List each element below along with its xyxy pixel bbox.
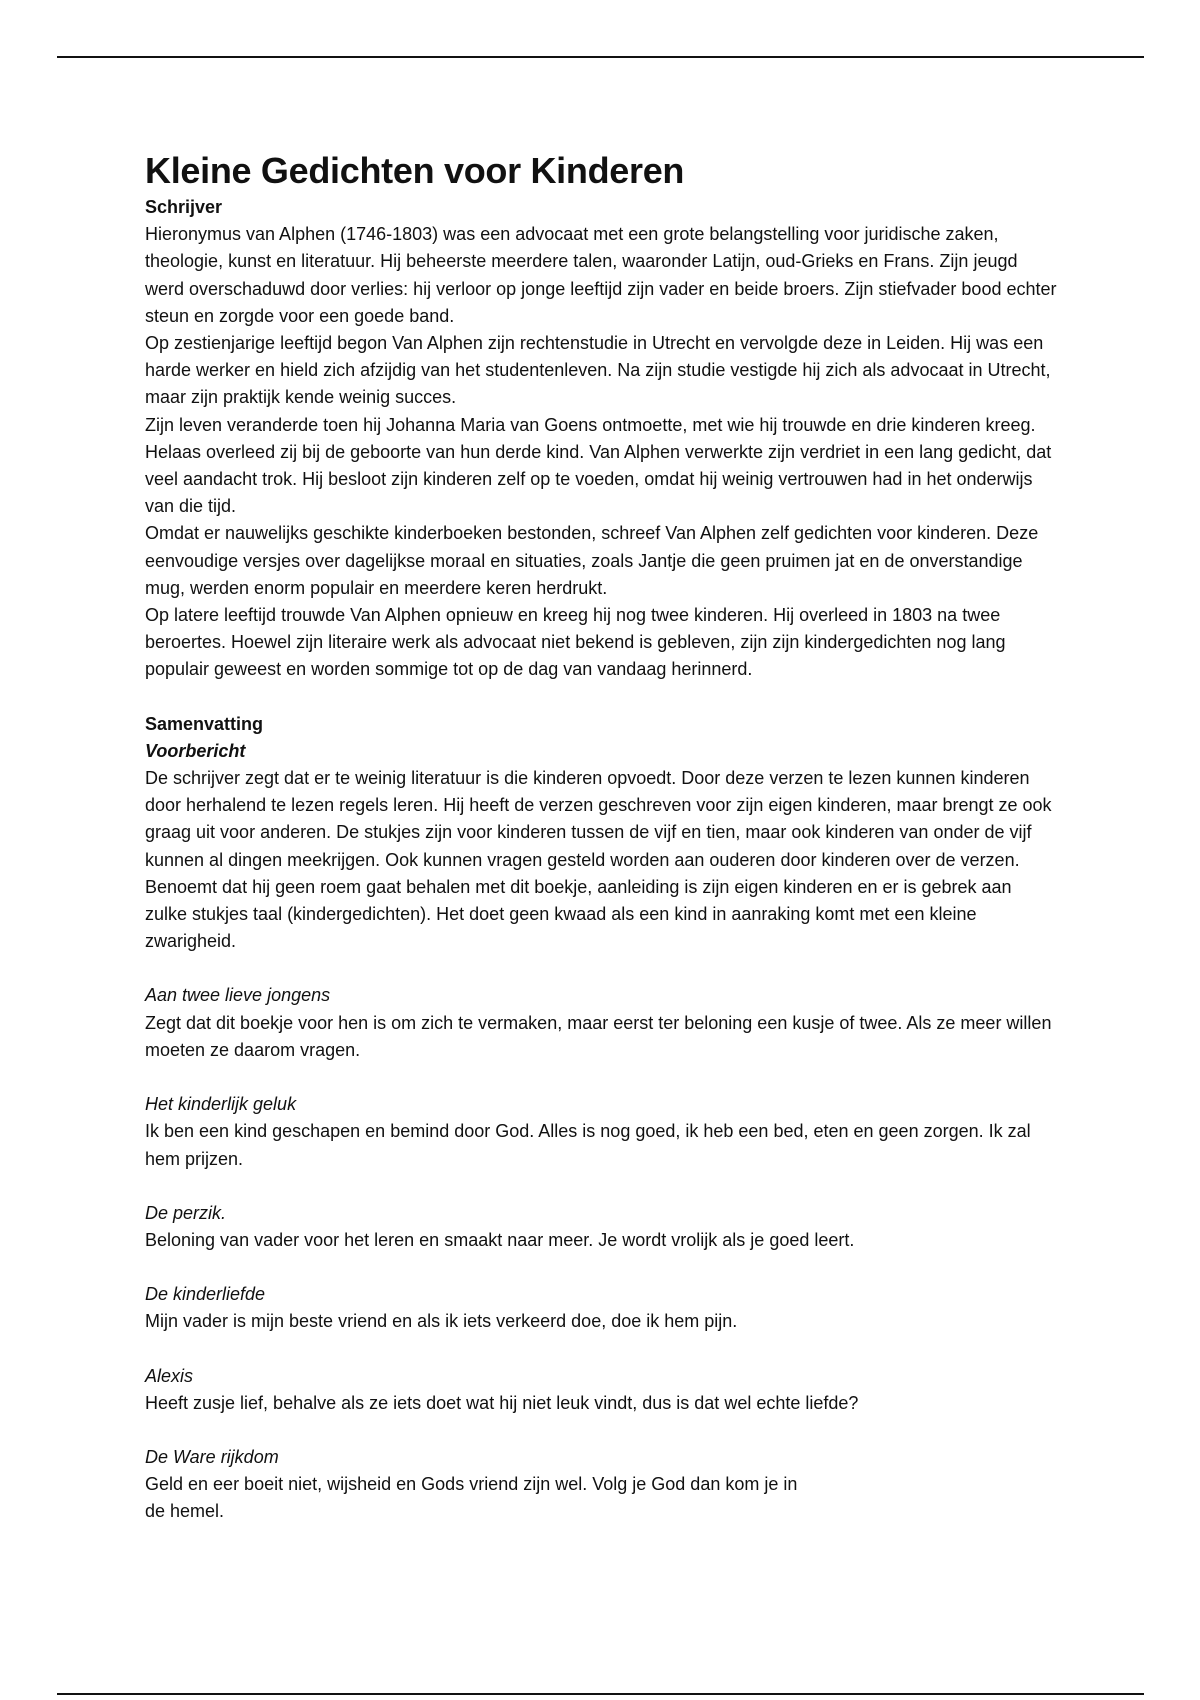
spacer [145, 1173, 1057, 1200]
spacer [145, 1417, 1057, 1444]
spacer [145, 955, 1057, 982]
foreword-title: Voorbericht [145, 740, 246, 761]
author-section [145, 194, 1057, 684]
spacer [145, 1336, 1057, 1363]
document-body [145, 148, 1057, 1526]
poem-title: De perzik. [145, 1202, 227, 1223]
poem-summary: Zegt dat dit boekje voor hen is om zich te vermaken, maar eerst ter beloning een kusje of twee. Als ze meer willen moeten ze daarom vragen. [145, 1012, 1052, 1060]
author-paragraph: Op latere leeftijd trouwde Van Alphen opnieuw en kreeg hij nog twee kinderen. Hij overleed in 1803 na twee beroertes. Hoewel zijn literaire werk als advocaat niet bekend is gebleven, zijn zijn kindergedichten nog lang populair geweest en worden sommige tot op de dag van vandaag herinnerd. [145, 605, 1006, 680]
author-paragraph: Zijn leven veranderde toen hij Johanna Maria van Goens ontmoette, met wie hij trouwde en drie kinderen kreeg. Helaas overleed zij bij de geboorte van hun derde kind. Van Alphen verwerkte zijn verdriet in een lang gedicht, dat veel aandacht trok. Hij besloot zijn kinderen zelf op te voeden, omdat hij weinig vertrouwen had in het onderwijs van die tijd. [145, 414, 1052, 517]
poem-entry [145, 1444, 1057, 1526]
poem-entry [145, 1281, 1057, 1335]
spacer [145, 1064, 1057, 1091]
summary-section [145, 711, 1057, 1526]
spacer [145, 684, 1057, 711]
foreword-text: De schrijver zegt dat er te weinig literatuur is die kinderen opvoedt. Door deze verzen te lezen kunnen kinderen door herhalend te lezen regels leren. Hij heeft de verzen geschreven voor zijn eigen kinderen, maar brengt ze ook graag uit voor anderen. De stukjes zijn voor kinderen tussen de vijf en tien, maar ook kinderen van onder de vijf kunnen al dingen meekrijgen. Ook kunnen vragen gesteld worden aan ouderen door kinderen over de verzen. Benoemt dat hij geen roem gaat behalen met dit boekje, aanleiding is zijn eigen kinderen en er is gebrek aan zulke stukjes taal (kindergedichten). Het doet geen kwaad als een kind in aanraking komt met een kleine zwarigheid. [145, 768, 1052, 952]
poem-summary: Beloning van vader voor het leren en smaakt naar meer. Je wordt vrolijk als je goed leert. [145, 1229, 855, 1250]
poem-entry [145, 1091, 1057, 1173]
top-rule [57, 56, 1144, 58]
document-title: Kleine Gedichten voor Kinderen [145, 150, 685, 191]
poem-summary: Heeft zusje lief, behalve als ze iets doet wat hij niet leuk vindt, dus is dat wel echte liefde? [145, 1392, 859, 1413]
poem-summary-line: Geld en eer boeit niet, wijsheid en Gods vriend zijn wel. Volg je God dan kom je in [145, 1474, 798, 1495]
poem-title: De kinderliefde [145, 1284, 266, 1305]
poem-title: Alexis [145, 1365, 194, 1386]
author-paragraph: Op zestienjarige leeftijd begon Van Alphen zijn rechtenstudie in Utrecht en vervolgde deze in Leiden. Hij was een harde werker en hield zich afzijdig van het studentenleven. Na zijn studie vestigde hij zich als advocaat in Utrecht, maar zijn praktijk kende weinig succes. [145, 333, 1051, 408]
author-paragraph: Hieronymus van Alphen (1746-1803) was een advocaat met een grote belangstelling voor juridische zaken, theologie, kunst en literatuur. Hij beheerste meerdere talen, waaronder Latijn, oud-Grieks en Frans. Zijn jeugd werd overschaduwd door verlies: hij verloor op jonge leeftijd zijn vader en beide broers. Zijn stiefvader bood echter steun en zorgde voor een goede band. [145, 224, 1057, 326]
poem-entry [145, 1200, 1057, 1254]
spacer [145, 1254, 1057, 1281]
author-paragraph: Omdat er nauwelijks geschikte kinderboeken bestonden, schreef Van Alphen zelf gedichten voor kinderen. Deze eenvoudige versjes over dagelijkse moraal en situaties, zoals Jantje die geen pruimen jat en de onverstandige mug, werden enorm populair en meerdere keren herdrukt. [145, 523, 1039, 598]
poem-summary: Ik ben een kind geschapen en bemind door God. Alles is nog goed, ik heb een bed, eten en geen zorgen. Ik zal hem prijzen. [145, 1121, 1031, 1169]
poem-entry [145, 1363, 1057, 1417]
bottom-rule [57, 1693, 1144, 1695]
poem-title: De Ware rijkdom [145, 1446, 279, 1467]
poem-summary-line: de hemel. [145, 1501, 225, 1522]
author-heading: Schrijver [145, 197, 223, 217]
poem-summary: Mijn vader is mijn beste vriend en als ik iets verkeerd doe, doe ik hem pijn. [145, 1311, 738, 1332]
poem-title: Aan twee lieve jongens [145, 985, 331, 1006]
poem-title: Het kinderlijk geluk [145, 1094, 297, 1115]
summary-heading: Samenvatting [145, 713, 264, 734]
poem-entry [145, 982, 1057, 1064]
